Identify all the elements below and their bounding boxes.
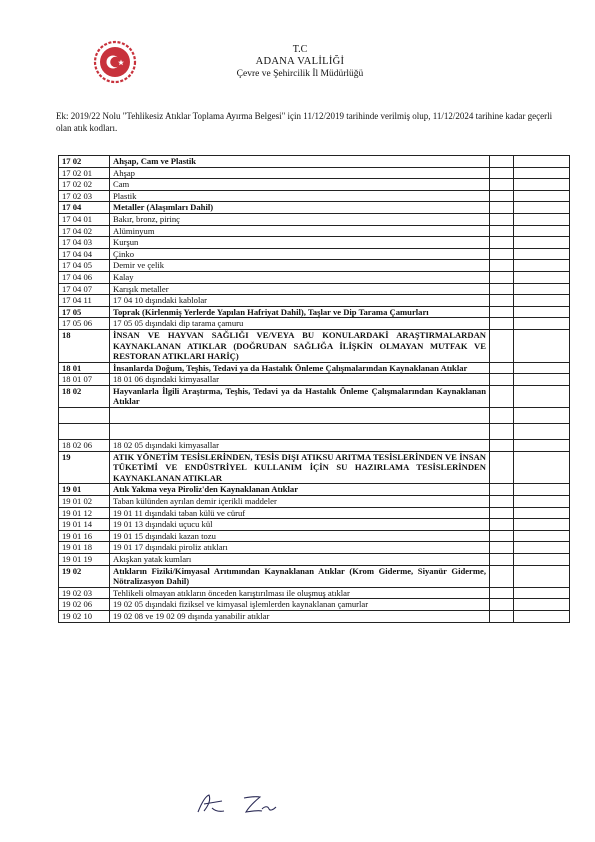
waste-code-cell [59,424,110,440]
ministry-seal-logo [93,40,137,84]
empty-cell [514,271,570,283]
waste-code-cell: 17 04 11 [59,295,110,307]
empty-cell [514,408,570,424]
header-line-governorship: ADANA VALİLİĞİ [255,56,345,67]
waste-code-cell: 17 02 02 [59,179,110,191]
waste-code-cell: 17 02 03 [59,190,110,202]
table-row [59,318,570,330]
empty-cell [490,329,514,362]
empty-cell [490,213,514,225]
empty-cell [514,565,570,587]
empty-cell [514,385,570,407]
table-row-heading [59,202,570,214]
table-row-heading [59,329,570,362]
empty-cell [490,306,514,318]
waste-code-cell [59,408,110,424]
table-row [59,507,570,519]
waste-code-cell: 17 04 06 [59,271,110,283]
empty-cell [514,295,570,307]
waste-code-cell: 19 01 [59,484,110,496]
empty-cell [490,542,514,554]
empty-cell [490,451,514,484]
table-row [59,248,570,260]
empty-cell [514,451,570,484]
table-row [59,167,570,179]
empty-cell [490,248,514,260]
waste-code-cell: 17 04 01 [59,213,110,225]
waste-code-cell: 18 01 [59,362,110,374]
waste-description-cell: Hayvanlarla İlgili Araştırma, Teşhis, Tedavi ya da Hastalık Önleme Çalışmalarından Kaynaklanan Atıklar [110,385,490,407]
waste-description-cell: İNSAN VE HAYVAN SAĞLIĞI VE/VEYA BU KONULARDAKİ ARAŞTIRMALARDAN KAYNAKLANAN ATIKLAR (DOĞRUDAN SAĞLIĞA İLİŞKİN OLMAYAN MUTFAK VE RESTORAN ATIKLARI HARİÇ) [110,329,490,362]
empty-cell [514,329,570,362]
waste-code-cell: 17 04 [59,202,110,214]
waste-description-cell: Çinko [110,248,490,260]
waste-description-cell: Kurşun [110,237,490,249]
waste-description-cell: Atıkların Fiziki/Kimyasal Arıtımından Kaynaklanan Atıklar (Krom Giderme, Siyanür Giderme, Nötralizasyon Dahil) [110,565,490,587]
table-row [59,587,570,599]
waste-code-table [58,155,570,623]
waste-code-cell: 19 01 16 [59,530,110,542]
table-row-heading [59,156,570,168]
waste-description-cell: ATIK YÖNETİM TESİSLERİNDEN, TESİS DIŞI ATIKSU ARITMA TESİSLERİNDEN VE İNSAN TÜKETİMİ VE ENDÜSTRİYEL KULLANIM İÇİN SU HAZIRLAMA TESİSLERİNDEN KAYNAKLANAN ATIKLAR [110,451,490,484]
empty-cell [514,283,570,295]
header-line-directorate: Çevre ve Şehircilik İl Müdürlüğü [236,69,364,79]
waste-description-cell: Cam [110,179,490,191]
empty-cell [490,424,514,440]
empty-cell [490,496,514,508]
empty-cell [490,271,514,283]
empty-cell [514,362,570,374]
table-row-heading [59,565,570,587]
table-row [59,519,570,531]
empty-cell [514,260,570,272]
waste-code-cell: 18 02 06 [59,440,110,452]
waste-code-cell: 19 02 [59,565,110,587]
table-row [59,610,570,622]
empty-cell [490,440,514,452]
table-row [59,554,570,566]
empty-cell [490,237,514,249]
waste-description-cell [110,424,490,440]
waste-description-cell: Ahşap, Cam ve Plastik [110,156,490,168]
empty-cell [514,587,570,599]
empty-cell [490,179,514,191]
empty-cell [490,260,514,272]
waste-code-table-body [59,156,570,623]
empty-cell [490,484,514,496]
empty-cell [490,156,514,168]
waste-description-cell: 17 04 10 dışındaki kablolar [110,295,490,307]
empty-cell [490,202,514,214]
empty-cell [490,599,514,611]
waste-description-cell: Metaller (Alaşımları Dahil) [110,202,490,214]
table-row [59,283,570,295]
waste-description-cell: İnsanlarda Doğum, Teşhis, Tedavi ya da Hastalık Önleme Çalışmalarından Kaynaklanan Atıklar [110,362,490,374]
empty-cell [514,496,570,508]
waste-description-cell [110,408,490,424]
signature-left [192,792,232,816]
waste-code-cell: 17 05 06 [59,318,110,330]
waste-description-cell: Demir ve çelik [110,260,490,272]
table-row-blank [59,408,570,424]
empty-cell [514,484,570,496]
empty-cell [490,385,514,407]
table-row [59,271,570,283]
waste-code-cell: 19 [59,451,110,484]
signature-right [240,792,280,816]
empty-cell [514,167,570,179]
empty-cell [514,610,570,622]
waste-code-cell: 19 01 18 [59,542,110,554]
waste-description-cell: 19 01 17 dışındaki piroliz atıkları [110,542,490,554]
empty-cell [490,507,514,519]
empty-cell [514,542,570,554]
waste-code-cell: 19 02 03 [59,587,110,599]
empty-cell [514,248,570,260]
waste-code-cell: 19 02 06 [59,599,110,611]
table-row [59,225,570,237]
empty-cell [490,225,514,237]
empty-cell [490,554,514,566]
waste-description-cell: Plastik [110,190,490,202]
waste-description-cell: Alüminyum [110,225,490,237]
document-header [200,44,400,80]
table-row [59,599,570,611]
empty-cell [490,530,514,542]
empty-cell [514,374,570,386]
waste-description-cell: Karışık metaller [110,283,490,295]
empty-cell [490,283,514,295]
waste-description-cell: 19 02 05 dışındaki fiziksel ve kimyasal işlemlerden kaynaklanan çamurlar [110,599,490,611]
waste-description-cell: 18 01 06 dışındaki kimyasallar [110,374,490,386]
table-row [59,295,570,307]
waste-description-cell: Taban külünden ayrılan demir içerikli maddeler [110,496,490,508]
waste-description-cell: Bakır, bronz, pirinç [110,213,490,225]
waste-description-cell: 19 01 15 dışındaki kazan tozu [110,530,490,542]
empty-cell [514,213,570,225]
waste-description-cell: Toprak (Kirlenmiş Yerlerde Yapılan Hafriyat Dahil), Taşlar ve Dip Tarama Çamurları [110,306,490,318]
waste-code-cell: 18 02 [59,385,110,407]
waste-description-cell: Ahşap [110,167,490,179]
empty-cell [490,295,514,307]
waste-code-cell: 19 01 19 [59,554,110,566]
empty-cell [514,519,570,531]
waste-description-cell: 17 05 05 dışındaki dip tarama çamuru [110,318,490,330]
empty-cell [490,190,514,202]
empty-cell [514,190,570,202]
table-row [59,542,570,554]
header-line-tc: T.C [292,44,308,55]
waste-code-cell: 17 02 [59,156,110,168]
empty-cell [490,565,514,587]
table-row [59,374,570,386]
table-row-blank [59,424,570,440]
table-row-heading [59,484,570,496]
waste-description-cell: Kalay [110,271,490,283]
table-row [59,496,570,508]
empty-cell [514,318,570,330]
empty-cell [490,587,514,599]
waste-code-cell: 19 02 10 [59,610,110,622]
empty-cell [514,440,570,452]
intro-text: Ek: 2019/22 Nolu "Tehlikesiz Atıklar Toplama Ayırma Belgesi" için 11/12/2019 tarihinde verilmiş olup, 11/12/2024 tarihine kadar geçerli olan atık kodları. [56,111,553,133]
waste-description-cell: Atık Yakma veya Piroliz'den Kaynaklanan Atıklar [110,484,490,496]
table-row [59,260,570,272]
table-row [59,440,570,452]
empty-cell [514,424,570,440]
empty-cell [514,599,570,611]
waste-code-cell: 17 04 04 [59,248,110,260]
waste-code-cell: 17 04 03 [59,237,110,249]
table-row [59,530,570,542]
waste-code-cell: 19 01 02 [59,496,110,508]
waste-code-cell: 17 04 02 [59,225,110,237]
empty-cell [490,408,514,424]
empty-cell [514,306,570,318]
empty-cell [490,167,514,179]
waste-code-cell: 17 02 01 [59,167,110,179]
table-row [59,179,570,191]
empty-cell [490,318,514,330]
table-row [59,190,570,202]
waste-description-cell: 19 01 13 dışındaki uçucu kül [110,519,490,531]
table-row-heading [59,306,570,318]
waste-code-cell: 19 01 12 [59,507,110,519]
empty-cell [490,610,514,622]
empty-cell [514,179,570,191]
empty-cell [514,237,570,249]
waste-code-cell: 19 01 14 [59,519,110,531]
waste-code-cell: 17 04 05 [59,260,110,272]
empty-cell [514,202,570,214]
empty-cell [514,156,570,168]
empty-cell [490,374,514,386]
table-row-heading [59,451,570,484]
empty-cell [514,554,570,566]
waste-description-cell: Akışkan yatak kumları [110,554,490,566]
table-row [59,237,570,249]
waste-code-cell: 17 05 [59,306,110,318]
waste-description-cell: 19 01 11 dışındaki taban külü ve cüruf [110,507,490,519]
empty-cell [490,362,514,374]
waste-code-cell: 18 [59,329,110,362]
empty-cell [514,507,570,519]
empty-cell [514,530,570,542]
waste-description-cell: 19 02 08 ve 19 02 09 dışında yanabilir atıklar [110,610,490,622]
waste-description-cell: Tehlikeli olmayan atıkların önceden karıştırılması ile oluşmuş atıklar [110,587,490,599]
waste-description-cell: 18 02 05 dışındaki kimyasallar [110,440,490,452]
table-row-heading [59,385,570,407]
table-row-heading [59,362,570,374]
waste-code-cell: 18 01 07 [59,374,110,386]
waste-code-cell: 17 04 07 [59,283,110,295]
table-row [59,213,570,225]
empty-cell [514,225,570,237]
empty-cell [490,519,514,531]
